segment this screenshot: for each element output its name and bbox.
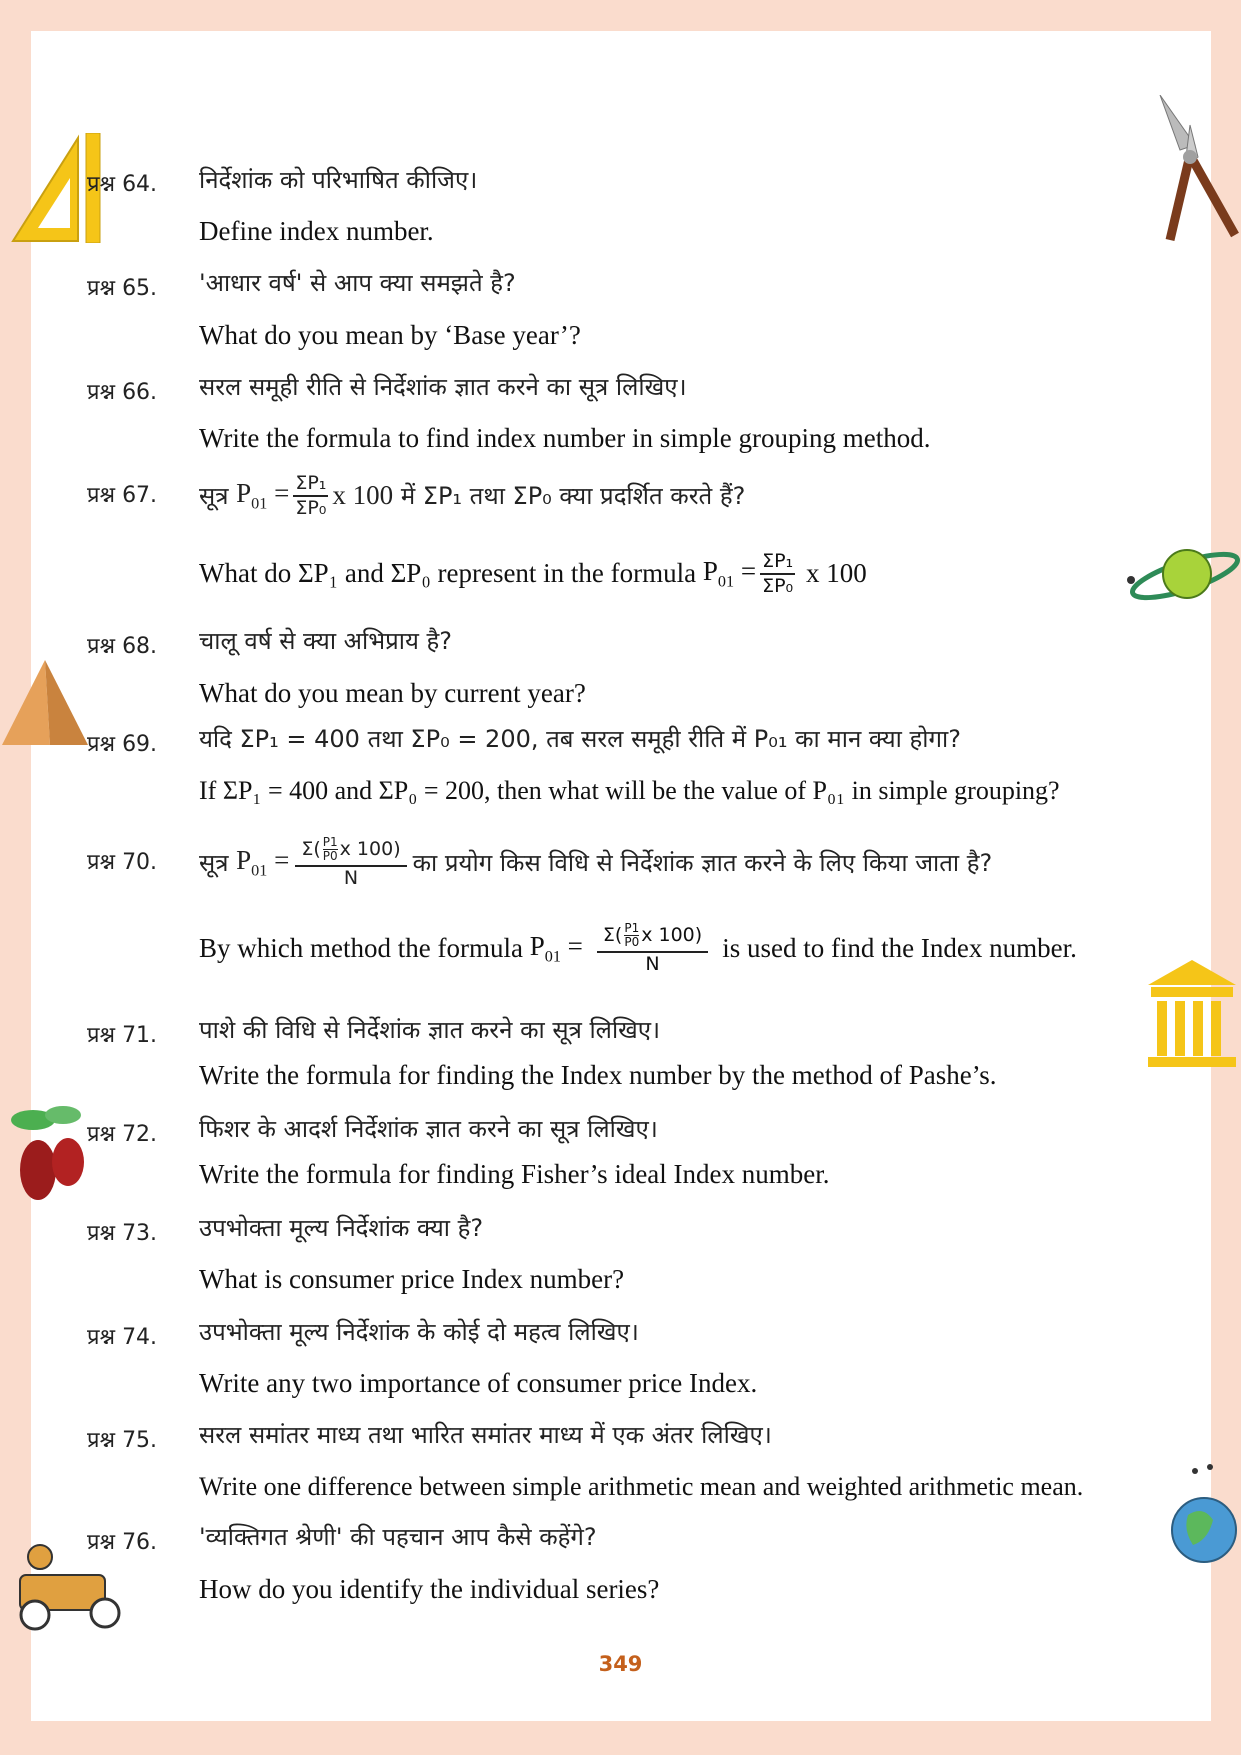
question-english-formula [199,550,867,597]
hindi-rest: का प्रयोग किस विधि से निर्देशांक ज्ञात करने के लिए किया जाता है? [412,849,993,877]
p-symbol: P [236,844,252,875]
fraction-denominator: ΣP₀ [295,497,327,519]
p-symbol: P [236,477,252,508]
hindi-prefix: सूत्र [199,849,229,877]
question-number: प्रश्न 76. [87,1530,158,1555]
p1: P1 [624,921,640,935]
formula-lhs: $P_{01}$ = [236,477,290,513]
bean-sprout-icon [8,1100,88,1205]
p1: P1 [322,835,338,849]
question-english: If ΣP₁ = 400 and ΣP₀ = 200, then what will be the value of P₀₁ in simple grouping? [199,776,1060,805]
question-english: What do you mean by current year? [199,678,586,708]
question-number: प्रश्न 74. [87,1325,158,1350]
p-symbol: P [702,555,718,586]
question-number: प्रश्न 73. [87,1221,158,1246]
formula-fraction-en [597,922,708,975]
question-number: प्रश्न 70. [87,850,158,875]
question-hindi-formula [199,472,745,519]
question-hindi: निर्देशांक को परिभाषित कीजिए। [199,166,478,194]
question-english: What do you mean by ‘Base year’? [199,320,581,350]
p-subscript: 01 [251,861,268,880]
formula-fraction [295,836,406,889]
question-hindi: यदि ΣP₁ = 400 तथा ΣP₀ = 200, तब सरल समूही रीति में P₀₁ का मान क्या होगा? [199,725,961,753]
question-hindi: सरल समूही रीति से निर्देशांक ज्ञात करने का सूत्र लिखिए। [199,373,687,401]
question-hindi: 'आधार वर्ष' से आप क्या समझते है? [199,269,516,297]
question-english: Write any two importance of consumer price Index. [199,1368,758,1398]
question-english: Write one difference between simple arithmetic mean and weighted arithmetic mean. [199,1472,1084,1501]
question-english: What is consumer price Index number? [199,1264,625,1294]
p1-over-p0 [624,922,639,949]
fraction-denominator: ΣP₀ [762,575,794,597]
p-subscript: 01 [717,572,735,591]
p-subscript: 01 [251,494,268,513]
fraction-denominator: N [645,953,660,975]
question-english: Write the formula for finding Fisher’s ideal Index number. [199,1159,830,1189]
formula-lhs-en: $P_{01}$ = [529,930,583,966]
p1-over-p0 [323,836,338,863]
p0: P0 [624,935,640,949]
question-hindi: सरल समांतर माध्य तथा भारित समांतर माध्य में एक अंतर लिखिए। [199,1421,772,1449]
planet-icon [1125,540,1241,610]
garden-shears-icon [1150,95,1240,245]
pyramid-icon [0,655,90,747]
question-number: प्रश्न 69. [87,732,158,757]
question-hindi: पाशे की विधि से निर्देशांक ज्ञात करने का सूत्र लिखिए। [199,1016,661,1044]
question-number: प्रश्न 65. [87,276,158,301]
p-subscript: 01 [544,947,561,966]
formula-fraction-en [760,550,795,597]
question-hindi: चालू वर्ष से क्या अभिप्राय है? [199,627,452,655]
fraction-numerator: ΣP₁ [293,472,328,497]
english-prefix: By which method the formula [199,933,523,963]
question-english: Define index number. [199,216,434,246]
question-english: Write the formula for finding the Index number by the method of Pashe’s. [199,1060,997,1090]
question-number: प्रश्न 68. [87,634,158,659]
english-prefix: What do ΣP₁ and ΣP₀ represent in the formula [199,558,697,588]
globe-icon [1168,1455,1241,1570]
fraction-denominator: N [343,867,359,889]
times-100-en: x 100 [805,558,867,588]
question-number: प्रश्न 72. [87,1122,158,1147]
question-number: प्रश्न 66. [87,380,158,405]
formula-fraction [293,472,328,519]
question-english: How do you identify the individual series? [199,1574,660,1604]
question-number: प्रश्न 67. [87,483,158,508]
fraction-numerator: Σ( $\frac{P1}{P0}$ x 100) [295,836,406,867]
hindi-prefix: सूत्र [199,482,229,510]
question-number: प्रश्न 75. [87,1428,158,1453]
fraction-numerator: ΣP₁ [760,550,795,575]
question-hindi: 'व्यक्तिगत श्रेणी' की पहचान आप कैसे कहेंगे? [199,1523,597,1551]
question-english-formula [199,922,1077,975]
formula-lhs: $P_{01}$ = [236,844,290,880]
x100: x 100 [641,924,695,946]
temple-building-icon [1143,955,1241,1070]
p-symbol: P [529,930,545,961]
times-100: x 100 [332,480,394,510]
question-number: प्रश्न 71. [87,1023,158,1048]
sigma: Σ [602,924,615,946]
question-hindi-formula [199,836,992,889]
question-number: प्रश्न 64. [87,172,158,197]
page-number: 349 [598,1652,643,1676]
p0: P0 [322,849,338,863]
sigma: Σ [301,838,314,860]
english-rest: is used to find the Index number. [722,933,1077,963]
fraction-numerator: Σ( $\frac{P1}{P0}$ x 100) [597,922,708,953]
question-hindi: फिशर के आदर्श निर्देशांक ज्ञात करने का सूत्र लिखिए। [199,1115,658,1143]
hindi-rest: में ΣP₁ तथा ΣP₀ क्या प्रदर्शित करते हैं? [400,482,746,510]
question-hindi: उपभोक्ता मूल्य निर्देशांक के कोई दो महत्व लिखिए। [199,1318,639,1346]
x100: x 100 [339,838,394,860]
question-english: Write the formula to find index number in simple grouping method. [199,423,931,453]
question-hindi: उपभोक्ता मूल्य निर्देशांक क्या है? [199,1214,484,1242]
formula-lhs-en: $P_{01}$ = [702,555,757,591]
